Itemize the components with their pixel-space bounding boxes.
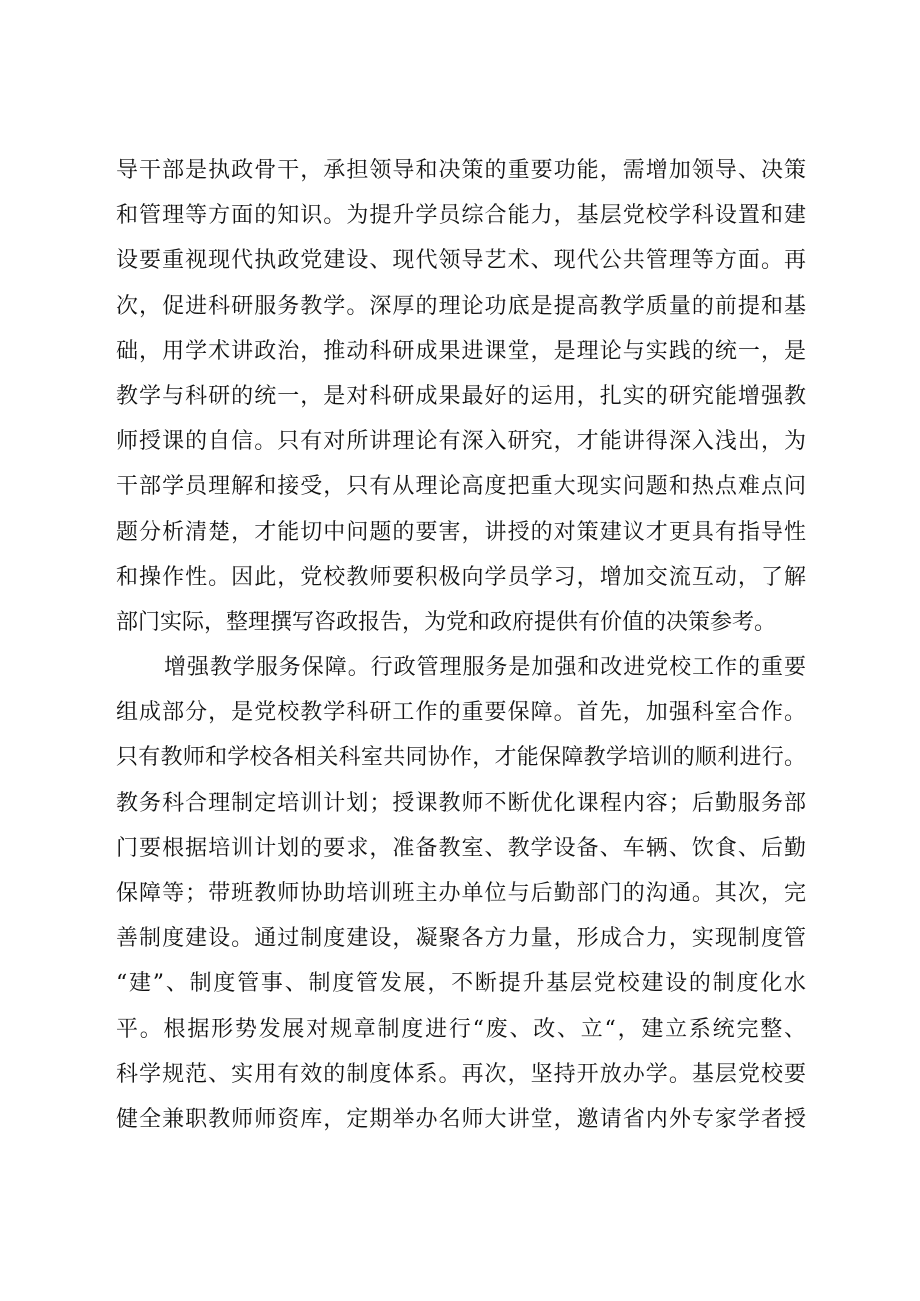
text-line: 增强教学服务保障。行政管理服务是加强和改进党校工作的重要 <box>164 655 806 681</box>
text-line: 和操作性。因此，党校教师要积极向学员学习，增加交流互动，了解 <box>116 564 806 590</box>
text-line: “建”、制度管事、制度管发展，不断提升基层党校建设的制度化水 <box>116 971 806 997</box>
text-line: 部门实际，整理撰写咨政报告，为党和政府提供有价值的决策参考。 <box>116 609 777 635</box>
text-line: 础，用学术讲政治，推动科研成果进课堂，是理论与实践的统一，是 <box>116 338 806 364</box>
text-line: 组成部分，是党校教学科研工作的重要保障。首先，加强科室合作。 <box>116 700 806 726</box>
text-line: 设要重视现代执政党建设、现代领导艺术、现代公共管理等方面。再 <box>116 248 806 274</box>
paragraph-2 <box>116 645 806 1142</box>
text-line: 教务科合理制定培训计划；授课教师不断优化课程内容；后勤服务部 <box>116 790 806 816</box>
document-body <box>116 148 806 1142</box>
text-line: 次，促进科研服务教学。深厚的理论功底是提高教学质量的前提和基 <box>116 293 806 319</box>
text-line: 善制度建设。通过制度建设，凝聚各方力量，形成合力，实现制度管 <box>116 926 806 952</box>
text-line: 平。根据形势发展对规章制度进行“废、改、立“，建立系统完整、 <box>116 1016 806 1042</box>
paragraph-1 <box>116 148 806 645</box>
text-line: 题分析清楚，才能切中问题的要害，讲授的对策建议才更具有指导性 <box>116 519 806 545</box>
text-line: 只有教师和学校各相关科室共同协作，才能保障教学培训的顺利进行。 <box>116 745 806 771</box>
text-line: 门要根据培训计划的要求，准备教室、教学设备、车辆、饮食、后勤 <box>116 835 806 861</box>
text-line: 健全兼职教师师资库，定期举办名师大讲堂，邀请省内外专家学者授 <box>116 1106 806 1132</box>
text-line: 教学与科研的统一，是对科研成果最好的运用，扎实的研究能增强教 <box>116 383 806 409</box>
text-line: 科学规范、实用有效的制度体系。再次，坚持开放办学。基层党校要 <box>116 1061 806 1087</box>
text-line: 师授课的自信。只有对所讲理论有深入研究，才能讲得深入浅出，为 <box>116 429 806 455</box>
text-line: 和管理等方面的知识。为提升学员综合能力，基层党校学科设置和建 <box>116 203 806 229</box>
text-line: 保障等；带班教师协助培训班主办单位与后勤部门的沟通。其次，完 <box>116 881 806 906</box>
text-line: 干部学员理解和接受，只有从理论高度把重大现实问题和热点难点问 <box>116 474 806 500</box>
text-line: 导干部是执政骨干，承担领导和决策的重要功能，需增加领导、决策 <box>116 158 806 183</box>
